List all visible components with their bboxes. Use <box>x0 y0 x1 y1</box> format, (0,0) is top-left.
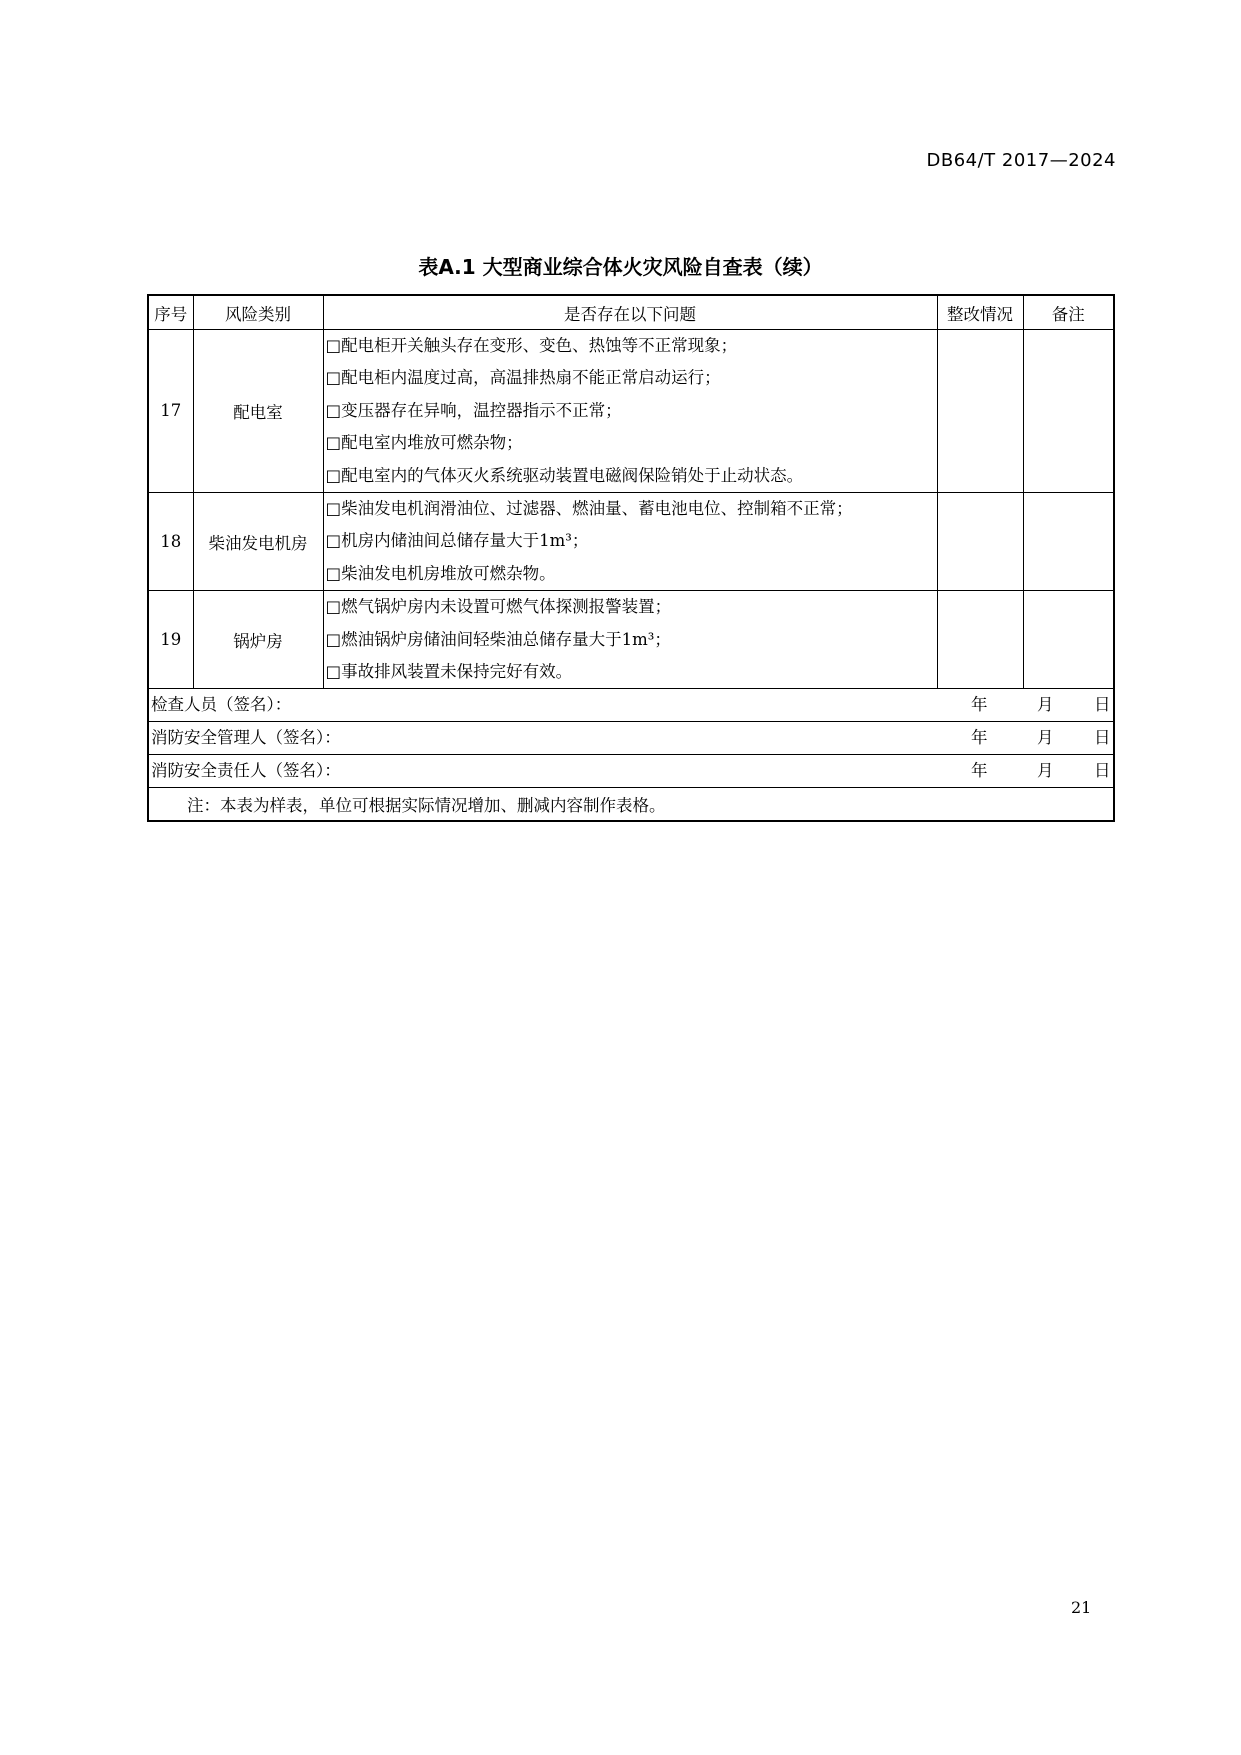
column-header-issues: 是否存在以下问题 <box>323 295 937 330</box>
remarks-cell <box>1023 492 1114 590</box>
row-number: 18 <box>148 492 193 590</box>
table-row <box>148 330 1114 493</box>
issue-checkbox-item: □燃油锅炉房储油间轻柴油总储存量大于1m³； <box>325 629 671 649</box>
issue-checkbox-item: □配电柜开关触头存在变形、变色、热蚀等不正常现象； <box>325 336 738 355</box>
table-title: 表A.1 大型商业综合体火灾风险自查表（续） <box>418 255 823 279</box>
page-number: 21 <box>1071 1598 1092 1617</box>
table-note: 注：本表为样表，单位可根据实际情况增加、删减内容制作表格。 <box>148 788 1114 822</box>
issue-list <box>323 591 937 689</box>
issue-checkbox-item: □事故排风装置未保持完好有效。 <box>325 661 573 681</box>
issue-list <box>323 330 937 493</box>
rectification-cell <box>937 330 1023 493</box>
signature-label: 检查人员（签名）： <box>151 695 292 715</box>
issue-checkbox-item: □柴油发电机润滑油位、过滤器、燃油量、蓄电池电位、控制箱不正常； <box>325 498 853 518</box>
issue-list <box>323 492 937 590</box>
issue-checkbox-item: □机房内储油间总储存量大于1m³； <box>325 531 589 551</box>
risk-category: 配电室 <box>193 330 323 493</box>
signature-label: 消防安全责任人（签名）： <box>151 761 341 781</box>
day-label: 日 <box>1094 728 1111 748</box>
table-row <box>148 492 1114 590</box>
signature-row-safety-manager <box>148 722 1114 755</box>
year-label: 年 <box>971 761 988 781</box>
year-label: 年 <box>971 695 988 715</box>
column-header-remarks: 备注 <box>1023 295 1114 330</box>
month-label: 月 <box>1037 761 1054 781</box>
row-number: 19 <box>148 591 193 689</box>
year-label: 年 <box>971 728 988 748</box>
issue-checkbox-item: □配电室内堆放可燃杂物； <box>325 433 523 453</box>
column-header-no: 序号 <box>148 295 193 330</box>
column-header-category: 风险类别 <box>193 295 323 330</box>
issue-checkbox-item: □柴油发电机房堆放可燃杂物。 <box>325 563 556 583</box>
signature-label: 消防安全管理人（签名）： <box>151 728 341 748</box>
risk-category: 锅炉房 <box>193 591 323 689</box>
month-label: 月 <box>1037 695 1054 715</box>
row-number: 17 <box>148 330 193 493</box>
remarks-cell <box>1023 591 1114 689</box>
rectification-cell <box>937 492 1023 590</box>
table-header-row <box>148 295 1114 330</box>
risk-category: 柴油发电机房 <box>193 492 323 590</box>
signature-row-inspector <box>148 689 1114 722</box>
issue-checkbox-item: □配电室内的气体灭火系统驱动装置电磁阀保险销处于止动状态。 <box>325 465 804 485</box>
day-label: 日 <box>1094 695 1111 715</box>
issue-checkbox-item: □配电柜内温度过高，高温排热扇不能正常启动运行； <box>325 368 721 388</box>
remarks-cell <box>1023 330 1114 493</box>
table-row <box>148 591 1114 689</box>
signature-row-safety-responsible <box>148 755 1114 788</box>
day-label: 日 <box>1094 761 1111 781</box>
document-code: DB64/T 2017—2024 <box>926 150 1116 171</box>
column-header-rectification: 整改情况 <box>937 295 1023 330</box>
month-label: 月 <box>1037 728 1054 748</box>
table-note-row <box>148 788 1114 822</box>
issue-checkbox-item: □燃气锅炉房内未设置可燃气体探测报警装置； <box>325 597 672 617</box>
rectification-cell <box>937 591 1023 689</box>
risk-self-check-table <box>147 294 1115 822</box>
issue-checkbox-item: □变压器存在异响，温控器指示不正常； <box>325 400 622 420</box>
